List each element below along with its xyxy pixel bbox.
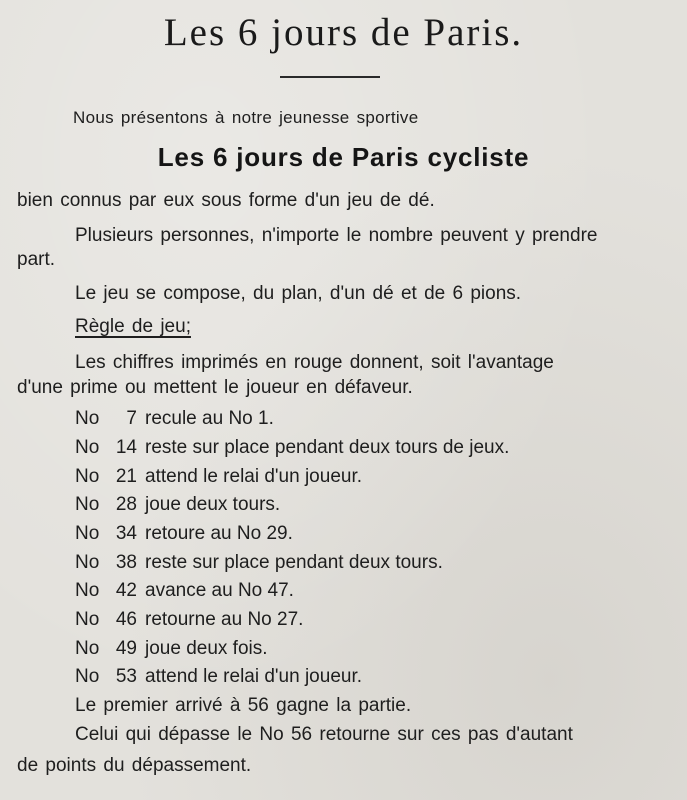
rule-label: No	[75, 494, 100, 515]
rule-label: No	[75, 523, 100, 544]
paragraph-3: Le jeu se compose, du plan, d'un dé et de 6 pions.	[75, 283, 522, 304]
paragraph-1: bien connus par eux sous forme d'un jeu de dé.	[17, 190, 435, 211]
rule-text: joue deux fois.	[145, 638, 268, 659]
rules-heading: Règle de jeu;	[75, 316, 191, 337]
intro-text: Nous présentons à notre jeunesse sportive	[73, 108, 419, 127]
closing-line-1: Le premier arrivé à 56 gagne la partie.	[75, 695, 412, 716]
rule-label: No	[75, 609, 100, 630]
rule-number: 46	[115, 609, 137, 630]
rule-row	[75, 552, 443, 574]
rule-text: reste sur place pendant deux tours de jeux.	[145, 437, 510, 458]
rule-row	[75, 523, 293, 545]
rule-text: attend le relai d'un joueur.	[145, 466, 363, 487]
subtitle: Les 6 jours de Paris cycliste	[157, 142, 530, 172]
rule-row	[75, 408, 274, 430]
closing-line-3: de points du dépassement.	[17, 755, 252, 776]
rule-label: No	[75, 408, 100, 429]
rule-row	[75, 666, 362, 688]
rule-label: No	[75, 466, 100, 487]
rule-row	[75, 638, 268, 660]
rule-number: 28	[115, 494, 137, 515]
rule-number: 38	[115, 552, 137, 573]
rule-label: No	[75, 638, 100, 659]
rule-row	[75, 466, 362, 488]
rule-number: 7	[126, 408, 137, 429]
paragraph-4-line-1: Les chiffres imprimés en rouge donnent, soit l'avantage	[75, 352, 554, 373]
rule-row	[75, 437, 509, 459]
rule-text: avance au No 47.	[145, 580, 294, 601]
paragraph-2-line-1: Plusieurs personnes, n'importe le nombre peuvent y prendre	[75, 225, 598, 246]
rule-label: No	[75, 666, 100, 687]
rule-number: 49	[115, 638, 137, 659]
rule-text: retoure au No 29.	[145, 523, 293, 544]
closing-line-2: Celui qui dépasse le No 56 retourne sur ces pas d'autant	[75, 724, 573, 745]
title-divider	[280, 76, 380, 78]
rule-label: No	[75, 437, 100, 458]
rule-number: 42	[115, 580, 137, 601]
rule-number: 21	[115, 466, 137, 487]
paragraph-2-line-2: part.	[17, 249, 56, 270]
rule-text: joue deux tours.	[145, 494, 281, 515]
rule-text: recule au No 1.	[145, 408, 274, 429]
rule-number: 34	[115, 523, 137, 544]
rule-row	[75, 609, 303, 631]
rule-number: 14	[115, 437, 137, 458]
rule-text: attend le relai d'un joueur.	[145, 666, 363, 687]
rule-text: retourne au No 27.	[145, 609, 304, 630]
rule-row	[75, 494, 280, 516]
paragraph-4-line-2: d'une prime ou mettent le joueur en défaveur.	[17, 377, 413, 398]
rule-label: No	[75, 552, 100, 573]
rule-number: 53	[115, 666, 137, 687]
rule-row	[75, 580, 294, 602]
page-title: Les 6 jours de Paris.	[163, 11, 524, 54]
rule-label: No	[75, 580, 100, 601]
rule-text: reste sur place pendant deux tours.	[145, 552, 443, 573]
